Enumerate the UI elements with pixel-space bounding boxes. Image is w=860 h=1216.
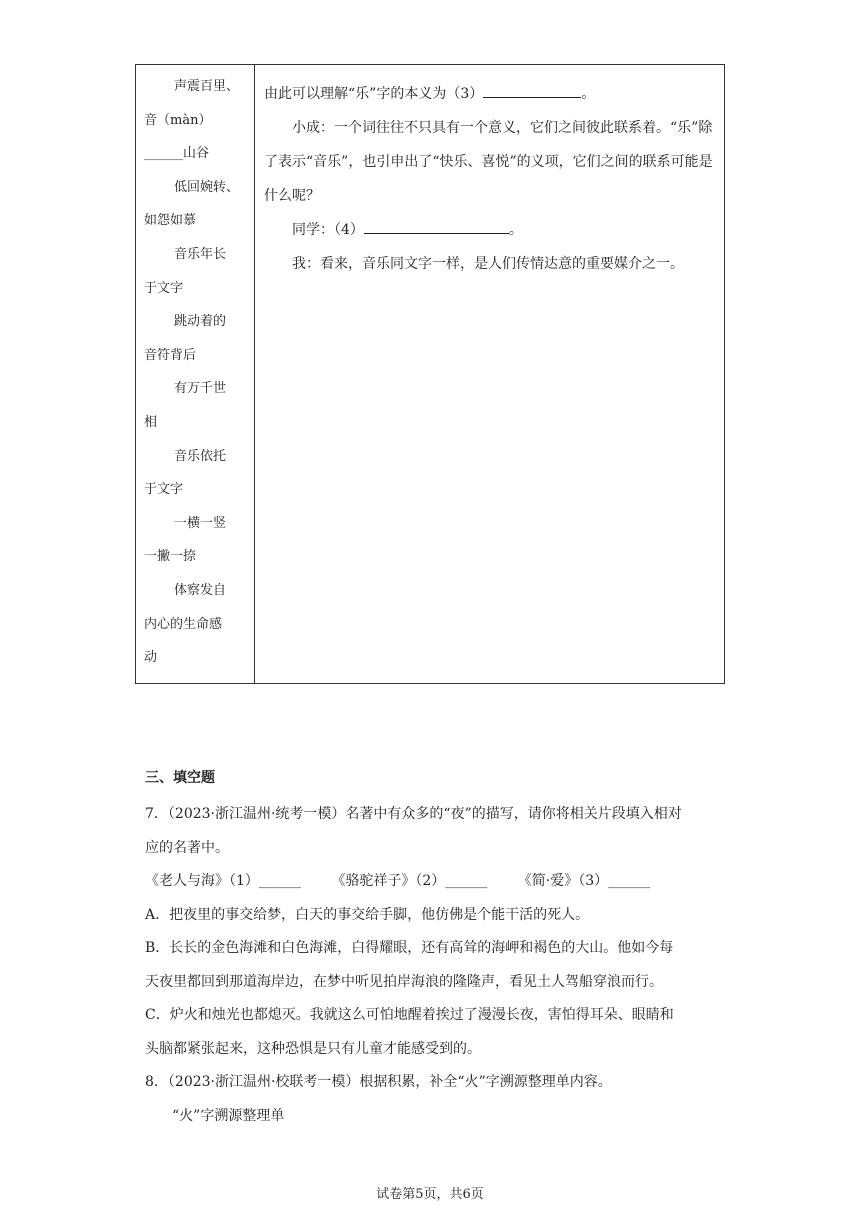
books-row (145, 865, 720, 899)
left-line: 音符背后 (144, 347, 197, 363)
left-line: 相 (144, 414, 158, 430)
left-line: 如怨如慕 (144, 213, 197, 229)
left-line: 有万千世 (174, 381, 227, 397)
left-line: 低回婉转、 (174, 179, 240, 195)
left-column (144, 77, 250, 682)
left-line: 声震百里、 (174, 79, 240, 94)
left-line: 于文字 (144, 280, 184, 296)
q8-subtitle: “火”字溯源整理单 (172, 1107, 285, 1124)
q7-line-1: 7．（2023·浙江温州·统考一模）名著中有众多的“夜”的描写，请你将相关片段填入相对 (145, 806, 682, 822)
question-content (145, 798, 720, 1133)
option-c-line-1: C．炉火和烛光也都熄灭。我就这么可怕地醒着挨过了漫漫长夜，害怕得耳朵、眼睛和 (145, 1007, 674, 1023)
right-paragraph-2: 小成：一个词往往不只具有一个意义，它们之间彼此联系着。“乐”除了表示“音乐”，也引申出了“快乐、喜悦”的义项，它们之间的联系可能是什么呢？ (264, 120, 713, 204)
answer-blank-3[interactable] (483, 83, 581, 98)
left-line: 音乐依托 (174, 448, 227, 464)
left-line: 动 (144, 650, 158, 666)
option-b-line-2: 天夜里都回到那道海岸边，在梦中听见拍岸海浪的隆隆声，看见土人驾船穿浪而行。 (145, 973, 663, 990)
book-old-man-and-sea[interactable]: 《老人与海》（1）______ (145, 873, 301, 889)
option-b-line-1: B．长长的金色海滩和白色海滩，白得耀眼，还有高耸的海岬和褐色的大山。他如今每 (145, 940, 674, 956)
left-line: ______山谷 (144, 146, 210, 162)
right-column (264, 77, 719, 281)
left-line: 一撇一捺 (144, 549, 197, 565)
option-c-line-2: 头脑都紧张起来，这种恐惧是只有儿童才能感受到的。 (145, 1040, 481, 1057)
book-jane-eyre[interactable]: 《简·爱》（3）______ (517, 873, 651, 889)
left-line: 体察发自 (174, 582, 227, 598)
right-paragraph-3: 同学：（4） 。 (264, 213, 719, 247)
answer-blank-4[interactable] (364, 219, 509, 234)
left-line: 于文字 (144, 482, 184, 498)
right-paragraph-1: 由此可以理解“乐”字的本义为（3） 。 (264, 77, 719, 111)
q7-line-2: 应的名著中。 (145, 839, 229, 856)
left-line: 音乐年长 (174, 246, 227, 262)
left-line: 内心的生命感 (144, 616, 223, 632)
left-line: 跳动着的 (174, 314, 227, 330)
right-paragraph-4: 我：看来，音乐同文字一样，是人们传情达意的重要媒介之一。 (292, 256, 684, 272)
book-camel-xiangzi[interactable]: 《骆驼祥子》（2）______ (331, 873, 488, 889)
table-divider (254, 65, 255, 683)
left-line: 一横一竖 (174, 515, 227, 531)
q8-line: 8．（2023·浙江温州·校联考一模）根据积累，补全“火”字溯源整理单内容。 (145, 1074, 612, 1090)
left-line: 音（màn） (144, 112, 212, 128)
reading-table (135, 64, 725, 684)
option-a: A．把夜里的事交给梦，白天的事交给手脚，他仿佛是个能干活的死人。 (145, 906, 590, 923)
section-title: 三、填空题 (145, 770, 215, 786)
page-footer: 试卷第5页，共6页 (376, 1187, 484, 1202)
